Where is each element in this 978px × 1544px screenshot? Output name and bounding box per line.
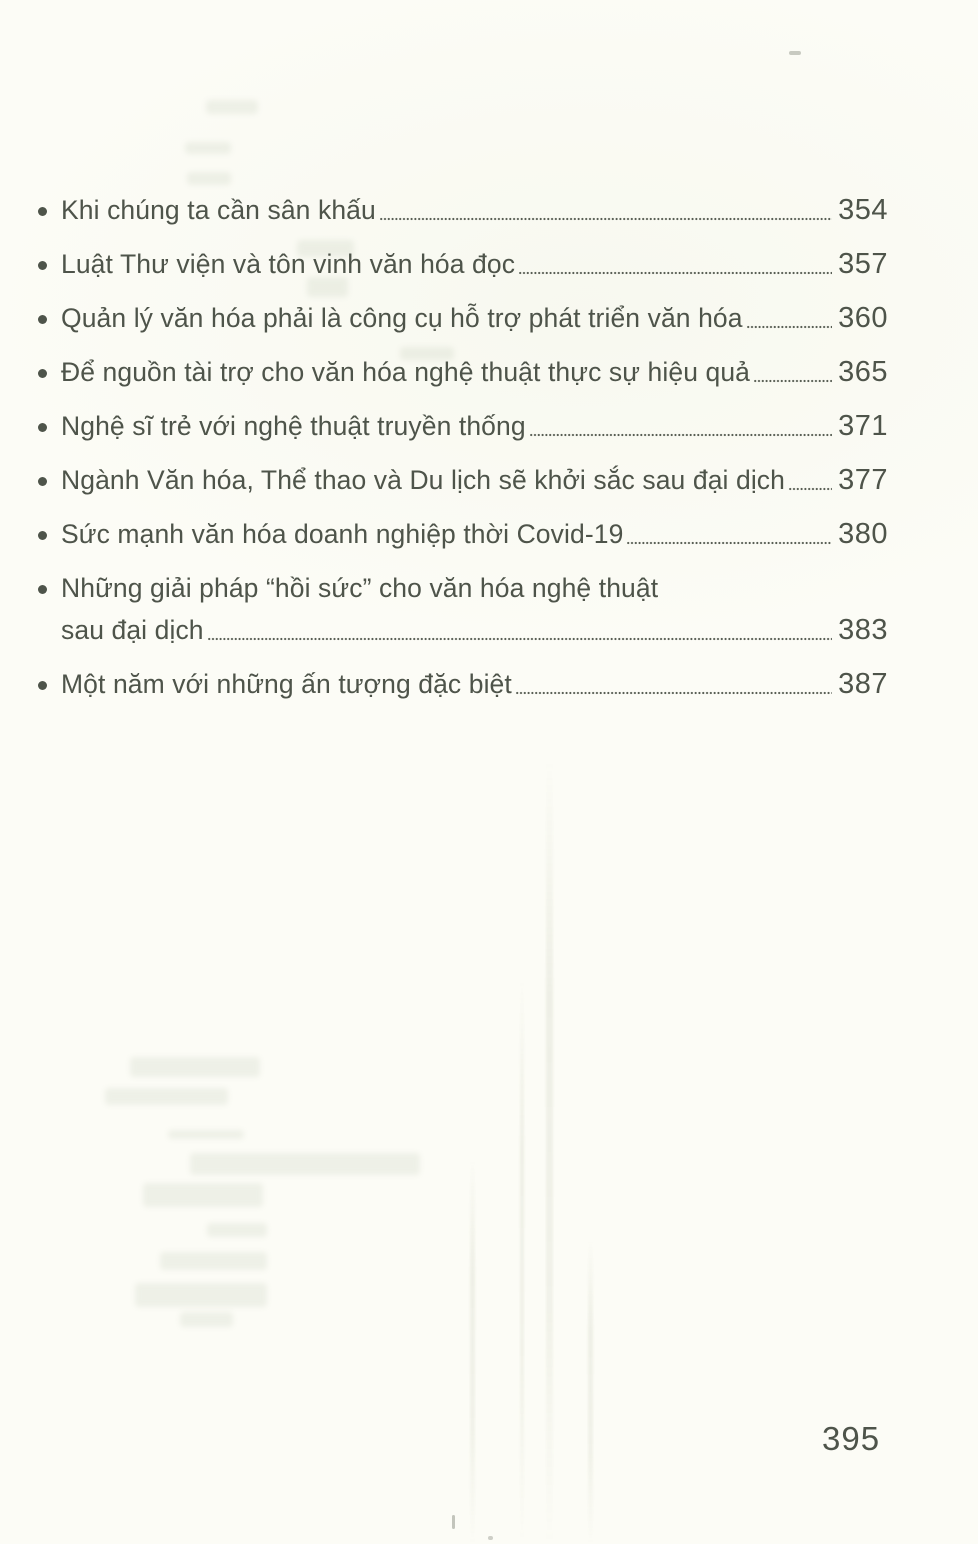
bullet-icon xyxy=(36,517,61,552)
toc-entry-title: Những giải pháp “hồi sức” cho văn hóa nghệ thuật xyxy=(61,573,659,603)
bullet-icon xyxy=(36,571,61,606)
ghost-showthrough xyxy=(187,172,231,185)
toc-entry-title: Để nguồn tài trợ cho văn hóa nghệ thuật thực sự hiệu quả xyxy=(61,357,751,387)
scan-speck xyxy=(488,1536,493,1540)
toc-line xyxy=(36,667,888,702)
bullet-icon xyxy=(36,355,61,390)
dotted-leader xyxy=(789,486,832,492)
scan-speck xyxy=(789,51,801,55)
toc-line xyxy=(36,193,888,228)
toc-line xyxy=(36,247,888,282)
dotted-leader xyxy=(519,270,832,276)
toc-page-number: 371 xyxy=(838,410,888,442)
toc-page-number: 360 xyxy=(838,302,888,334)
ghost-showthrough xyxy=(180,1312,233,1327)
ghost-showthrough xyxy=(143,1183,263,1207)
toc-entry-title: Khi chúng ta cần sân khấu xyxy=(61,195,376,225)
bullet-icon xyxy=(36,247,61,282)
toc-line xyxy=(36,409,888,444)
toc-entry xyxy=(36,667,888,702)
ghost-showthrough xyxy=(168,1130,244,1139)
scan-streak xyxy=(520,980,524,1540)
toc-line xyxy=(36,517,888,552)
ghost-showthrough xyxy=(207,1223,267,1237)
dotted-leader xyxy=(627,540,832,546)
toc-page-number: 365 xyxy=(838,356,888,388)
toc-page-number: 387 xyxy=(838,668,888,700)
toc-entry-title: Luật Thư viện và tôn vinh văn hóa đọc xyxy=(61,249,516,279)
toc-entry-title: Sức mạnh văn hóa doanh nghiệp thời Covid-19 xyxy=(61,519,624,549)
bullet-icon xyxy=(36,613,61,648)
toc-page-number: 377 xyxy=(838,464,888,496)
scan-streak xyxy=(546,760,553,1544)
dotted-leader xyxy=(208,636,832,642)
toc-line xyxy=(36,301,888,336)
toc-entry xyxy=(36,517,888,552)
scan-streak xyxy=(470,1160,475,1544)
dotted-leader xyxy=(754,378,832,384)
ghost-showthrough xyxy=(206,100,258,114)
toc-line xyxy=(36,463,888,498)
toc-entry xyxy=(36,409,888,444)
toc-entry xyxy=(36,301,888,336)
toc-entry xyxy=(36,463,888,498)
dotted-leader xyxy=(516,690,832,696)
dotted-leader xyxy=(530,432,832,438)
bullet-icon xyxy=(36,463,61,498)
toc-line xyxy=(36,613,888,648)
toc-page-number: 380 xyxy=(838,518,888,550)
toc-entry xyxy=(36,247,888,282)
scan-streak xyxy=(588,1240,593,1544)
bullet-icon xyxy=(36,409,61,444)
toc-entry-title: sau đại dịch xyxy=(61,615,204,645)
scan-speck xyxy=(452,1515,455,1529)
dotted-leader xyxy=(380,216,832,222)
toc-page-number: 383 xyxy=(838,614,888,646)
toc-list xyxy=(36,193,888,721)
toc-line xyxy=(36,355,888,390)
toc-entry-title: Ngành Văn hóa, Thể thao và Du lịch sẽ khởi sắc sau đại dịch xyxy=(61,465,786,495)
ghost-showthrough xyxy=(130,1057,260,1077)
dotted-leader xyxy=(747,324,832,330)
bullet-icon xyxy=(36,301,61,336)
toc-entry-title: Quản lý văn hóa phải là công cụ hỗ trợ phát triển văn hóa xyxy=(61,303,743,333)
toc-entry-title: Một năm với những ấn tượng đặc biệt xyxy=(61,669,512,699)
toc-page-number: 357 xyxy=(838,248,888,280)
toc-entry xyxy=(36,355,888,390)
ghost-showthrough xyxy=(160,1252,267,1270)
ghost-showthrough xyxy=(105,1088,228,1105)
ghost-showthrough xyxy=(190,1153,420,1175)
toc-entry xyxy=(36,571,888,648)
toc-entry-title: Nghệ sĩ trẻ với nghệ thuật truyền thống xyxy=(61,411,526,441)
ghost-showthrough xyxy=(135,1283,267,1307)
bullet-icon xyxy=(36,193,61,228)
bullet-icon xyxy=(36,667,61,702)
toc-line xyxy=(36,571,888,606)
ghost-showthrough xyxy=(185,142,231,154)
toc-entry xyxy=(36,193,888,228)
toc-page-number: 354 xyxy=(838,194,888,226)
folio-page-number: 395 xyxy=(822,1420,881,1457)
